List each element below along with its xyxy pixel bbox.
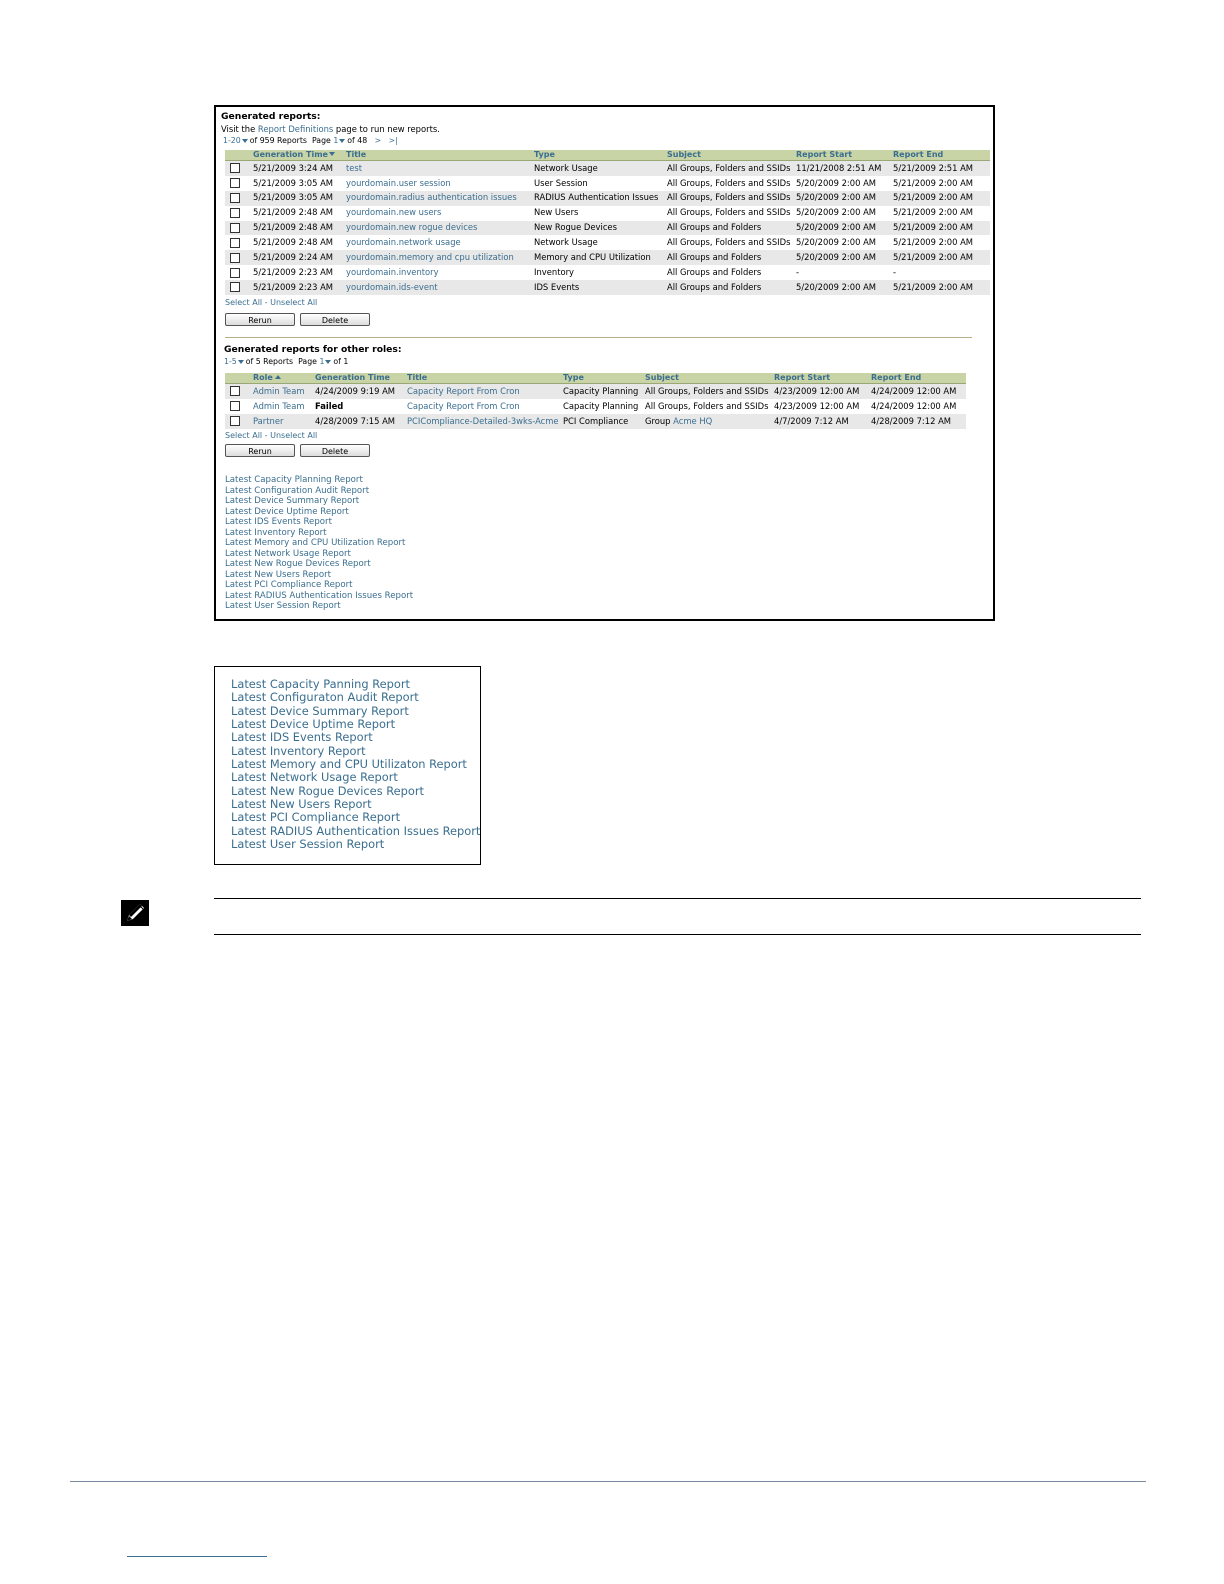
latest-report-link[interactable]: Latest Configuraton Audit Report (231, 690, 419, 705)
generation-time-cell: 5/21/2009 3:05 AM (251, 191, 344, 206)
range-select[interactable]: 1-20 (223, 136, 241, 145)
col-role[interactable]: Role (251, 373, 313, 384)
subject-cell: All Groups, Folders and SSIDs (667, 207, 791, 218)
subject-cell: All Groups, Folders and SSIDs (667, 237, 791, 248)
generation-time-cell: Failed (315, 400, 344, 411)
report-end-cell: 5/21/2009 2:00 AM (891, 221, 990, 236)
latest-report-link[interactable]: Latest New Rogue Devices Report (231, 783, 425, 798)
title-link[interactable]: yourdomain.user session (346, 177, 451, 188)
row-checkbox-cell (225, 161, 251, 176)
row-checkbox-cell (225, 206, 251, 221)
note-top-rule (214, 898, 1141, 899)
other-select-links: Select All - Unselect All (225, 431, 318, 440)
section-divider (225, 337, 972, 338)
latest-report-link[interactable]: Latest RADIUS Authentication Issues Report (231, 823, 481, 838)
table-row (225, 161, 990, 176)
report-start-cell: 5/20/2009 2:00 AM (796, 237, 877, 248)
subject-cell: All Groups and Folders (665, 280, 794, 295)
unselect-all-link[interactable]: Unselect All (270, 431, 318, 440)
subject-group-link[interactable]: Acme HQ (673, 415, 713, 426)
role-link[interactable]: Admin Team (251, 384, 313, 400)
table-header-row (225, 373, 966, 384)
other-roles-heading: Generated reports for other roles: (224, 344, 402, 355)
last-page-link[interactable]: >| (388, 136, 398, 145)
delete-button[interactable]: Delete (300, 444, 370, 457)
col-report-end[interactable]: Report End (869, 373, 966, 384)
subject-text: All Groups, Folders and SSIDs (645, 400, 769, 411)
next-page-link[interactable]: > (374, 136, 382, 145)
latest-report-link[interactable]: Latest New Users Report (231, 797, 372, 812)
generated-reports-heading: Generated reports: (221, 111, 321, 122)
report-start-cell: 5/20/2009 2:00 AM (796, 207, 877, 218)
col-title[interactable]: Title (405, 373, 561, 384)
latest-report-link[interactable]: Latest Inventory Report (231, 743, 366, 758)
generation-time-cell: 5/21/2009 2:23 AM (253, 266, 334, 277)
title-link[interactable]: Capacity Report From Cron (405, 384, 561, 400)
generation-time-cell: 4/28/2009 7:15 AM (313, 414, 405, 429)
generation-time-cell: 5/21/2009 2:48 AM (253, 237, 334, 248)
generated-select-links: Select All - Unselect All (225, 298, 318, 307)
sort-desc-icon (329, 152, 335, 156)
sort-asc-icon (275, 375, 281, 379)
report-start-cell: - (796, 266, 800, 277)
row-checkbox[interactable] (230, 178, 240, 188)
type-cell: RADIUS Authentication Issues (532, 191, 665, 206)
rerun-button[interactable]: Rerun (225, 313, 295, 326)
report-start-cell: 11/21/2008 2:51 AM (794, 161, 891, 176)
table-row (225, 265, 990, 280)
latest-reports-zoom-list (231, 678, 480, 851)
row-checkbox-cell (225, 414, 251, 429)
generated-pager: 1-20 of 959 Reports Page 1 of 48 > >| (223, 136, 398, 145)
rerun-button[interactable]: Rerun (225, 444, 295, 457)
latest-report-link[interactable]: Latest User Session Report (225, 601, 341, 611)
latest-report-link[interactable]: Latest Network Usage Report (225, 548, 351, 559)
table-row (225, 399, 966, 414)
report-start-cell: 4/23/2009 12:00 AM (774, 400, 860, 411)
type-cell: New Users (534, 207, 579, 218)
row-checkbox-cell (225, 399, 251, 414)
table-row (225, 206, 990, 221)
generation-time-cell: 5/21/2009 2:24 AM (251, 250, 344, 265)
latest-report-link[interactable]: Latest Device Uptime Report (231, 717, 396, 732)
subject-cell (643, 384, 772, 400)
latest-reports-zoom-screenshot (214, 666, 481, 865)
report-start-cell: 5/20/2009 2:00 AM (794, 250, 891, 265)
subject-text: All Groups, Folders and SSIDs (645, 385, 769, 396)
row-checkbox[interactable] (230, 282, 240, 292)
row-checkbox[interactable] (230, 223, 240, 233)
report-end-cell: 5/21/2009 2:00 AM (893, 237, 974, 248)
other-range-dropdown-icon[interactable] (238, 360, 244, 364)
col-checkbox-header (225, 373, 251, 384)
page-dropdown-icon[interactable] (339, 139, 345, 143)
row-checkbox-cell (225, 384, 251, 400)
footer-rule (70, 1481, 1146, 1482)
row-checkbox[interactable] (230, 193, 240, 203)
other-roles-pager: 1-5 of 5 Reports Page 1 of 1 (224, 357, 349, 366)
generation-time-cell: 5/21/2009 3:05 AM (253, 177, 334, 188)
row-checkbox-cell (225, 221, 251, 236)
row-checkbox[interactable] (230, 253, 240, 263)
latest-report-link[interactable]: Latest PCI Compliance Report (231, 810, 401, 825)
row-checkbox[interactable] (230, 416, 240, 426)
latest-report-link[interactable]: Latest Memory and CPU Utilization Report (225, 538, 406, 548)
latest-report-link[interactable]: Latest Network Usage Report (231, 770, 398, 785)
title-link[interactable]: yourdomain.radius authentication issues (344, 191, 532, 206)
range-dropdown-icon[interactable] (242, 139, 248, 143)
latest-report-link[interactable]: Latest Capacity Planning Report (225, 475, 363, 485)
select-all-link[interactable]: Select All (225, 298, 263, 307)
title-link[interactable]: Capacity Report From Cron (407, 400, 520, 411)
row-checkbox[interactable] (230, 208, 240, 218)
latest-report-link[interactable]: Latest Capacity Panning Report (231, 677, 410, 691)
latest-report-link[interactable]: Latest Device Uptime Report (225, 506, 349, 517)
col-generation-time[interactable]: Generation Time (313, 373, 405, 384)
footer-link-underline[interactable] (127, 1556, 267, 1557)
subject-prefix: Group (645, 415, 674, 426)
col-report-start[interactable]: Report Start (794, 150, 891, 161)
table-row (225, 280, 990, 295)
subject-cell (643, 414, 772, 429)
report-start-cell: 5/20/2009 2:00 AM (794, 221, 891, 236)
title-link[interactable]: PCICompliance-Detailed-3wks-Acme (405, 414, 561, 429)
title-link[interactable]: yourdomain.inventory (346, 266, 439, 277)
subject-cell: All Groups and Folders (667, 266, 762, 277)
generation-time-cell: 4/24/2009 9:19 AM (313, 384, 405, 400)
report-end-cell: 5/21/2009 2:00 AM (893, 207, 974, 218)
page-select[interactable]: 1 (333, 136, 339, 145)
latest-report-link[interactable]: Latest Device Summary Report (225, 496, 360, 506)
type-cell: User Session (534, 177, 588, 188)
type-cell: PCI Compliance (561, 414, 643, 429)
report-end-cell: 5/21/2009 2:00 AM (891, 280, 990, 295)
visit-line: Visit the Report Definitions page to run new reports. (221, 124, 440, 134)
col-report-end[interactable]: Report End (891, 150, 990, 161)
row-checkbox[interactable] (230, 386, 240, 396)
type-cell: Capacity Planning (561, 384, 643, 400)
col-subject[interactable]: Subject (665, 150, 794, 161)
row-checkbox-cell (225, 250, 251, 265)
other-roles-table (225, 373, 966, 429)
title-link[interactable]: yourdomain.new rogue devices (344, 221, 532, 236)
generation-time-cell: 5/21/2009 2:23 AM (251, 280, 344, 295)
report-start-cell: 4/23/2009 12:00 AM (772, 384, 869, 400)
col-generation-time[interactable]: Generation Time (251, 150, 344, 161)
subject-cell: All Groups, Folders and SSIDs (667, 177, 791, 188)
table-row (225, 235, 990, 250)
report-start-cell: 5/20/2009 2:00 AM (794, 280, 891, 295)
latest-report-link[interactable]: Latest Configuration Audit Report (225, 485, 370, 496)
row-checkbox-cell (225, 280, 251, 295)
col-checkbox-header (225, 150, 251, 161)
report-end-cell: 4/24/2009 12:00 AM (871, 400, 957, 411)
subject-cell: All Groups, Folders and SSIDs (665, 161, 794, 176)
col-report-start[interactable]: Report Start (772, 373, 869, 384)
row-checkbox[interactable] (230, 401, 240, 411)
col-subject[interactable]: Subject (643, 373, 772, 384)
report-definitions-link[interactable]: Report Definitions (257, 124, 334, 134)
other-roles-body (225, 384, 966, 430)
latest-reports-list (225, 475, 413, 612)
table-row (225, 384, 966, 400)
type-cell: Inventory (534, 266, 575, 277)
type-cell: Network Usage (532, 161, 665, 176)
report-end-cell: 5/21/2009 2:00 AM (893, 177, 974, 188)
type-cell: New Rogue Devices (532, 221, 665, 236)
type-cell: Capacity Planning (563, 400, 639, 411)
report-start-cell: 5/20/2009 2:00 AM (794, 191, 891, 206)
type-cell: IDS Events (532, 280, 665, 295)
subject-cell: All Groups and Folders (665, 221, 794, 236)
title-link[interactable]: yourdomain.new users (346, 207, 442, 218)
report-end-cell: - (893, 266, 897, 277)
other-range-select[interactable]: 1-5 (224, 357, 237, 366)
table-row (225, 250, 990, 265)
report-end-cell: 4/28/2009 7:12 AM (869, 414, 966, 429)
latest-report-link[interactable]: Latest RADIUS Authentication Issues Report (225, 590, 414, 601)
report-end-cell: 5/21/2009 2:00 AM (891, 250, 990, 265)
type-cell: Memory and CPU Utilization (532, 250, 665, 265)
col-title[interactable]: Title (344, 150, 532, 161)
pencil-note-icon (121, 900, 149, 926)
delete-button[interactable]: Delete (300, 313, 370, 326)
report-start-cell: 4/7/2009 7:12 AM (772, 414, 869, 429)
latest-report-link[interactable]: Latest New Rogue Devices Report (225, 559, 371, 569)
table-row (225, 414, 966, 429)
generated-reports-body (225, 161, 990, 296)
report-end-cell: 4/24/2009 12:00 AM (869, 384, 966, 400)
row-checkbox-cell (225, 265, 251, 280)
role-link[interactable]: Admin Team (253, 400, 305, 411)
role-link[interactable]: Partner (251, 414, 313, 429)
table-row (225, 176, 990, 191)
latest-report-link[interactable]: Latest IDS Events Report (231, 730, 373, 745)
row-checkbox[interactable] (230, 238, 240, 248)
table-row (225, 221, 990, 236)
subject-cell: All Groups, Folders and SSIDs (665, 191, 794, 206)
latest-report-link[interactable]: Latest New Users Report (225, 569, 332, 580)
latest-report-link[interactable]: Latest Device Summary Report (231, 703, 409, 718)
generation-time-cell: 5/21/2009 2:48 AM (253, 207, 334, 218)
table-header-row (225, 150, 990, 161)
report-end-cell: 5/21/2009 2:00 AM (891, 191, 990, 206)
select-all-link[interactable]: Select All (225, 431, 263, 440)
title-link[interactable]: test (344, 161, 532, 176)
latest-report-link[interactable]: Latest User Session Report (231, 837, 385, 852)
row-checkbox[interactable] (230, 163, 240, 173)
subject-cell (643, 399, 772, 414)
table-row (225, 191, 990, 206)
col-type[interactable]: Type (561, 373, 643, 384)
other-page-dropdown-icon[interactable] (325, 360, 331, 364)
row-checkbox-cell (225, 235, 251, 250)
latest-report-link[interactable]: Latest IDS Events Report (225, 517, 332, 527)
col-type[interactable]: Type (532, 150, 665, 161)
row-checkbox[interactable] (230, 268, 240, 278)
generated-reports-screenshot (214, 105, 995, 621)
latest-report-link[interactable]: Latest Inventory Report (225, 527, 327, 538)
generated-reports-table (225, 150, 990, 295)
latest-report-link[interactable]: Latest Memory and CPU Utilizaton Report (231, 757, 467, 772)
note-bottom-rule (214, 934, 1141, 935)
latest-report-link[interactable]: Latest PCI Compliance Report (225, 580, 353, 590)
subject-cell: All Groups and Folders (665, 250, 794, 265)
type-cell: Network Usage (534, 237, 598, 248)
row-checkbox-cell (225, 191, 251, 206)
title-link[interactable]: yourdomain.memory and cpu utilization (344, 250, 532, 265)
report-start-cell: 5/20/2009 2:00 AM (796, 177, 877, 188)
other-page-select[interactable]: 1 (319, 357, 325, 366)
title-link[interactable]: yourdomain.ids-event (344, 280, 532, 295)
unselect-all-link[interactable]: Unselect All (270, 298, 318, 307)
generation-time-cell: 5/21/2009 3:24 AM (251, 161, 344, 176)
generation-time-cell: 5/21/2009 2:48 AM (251, 221, 344, 236)
report-end-cell: 5/21/2009 2:51 AM (891, 161, 990, 176)
title-link[interactable]: yourdomain.network usage (346, 237, 461, 248)
row-checkbox-cell (225, 176, 251, 191)
